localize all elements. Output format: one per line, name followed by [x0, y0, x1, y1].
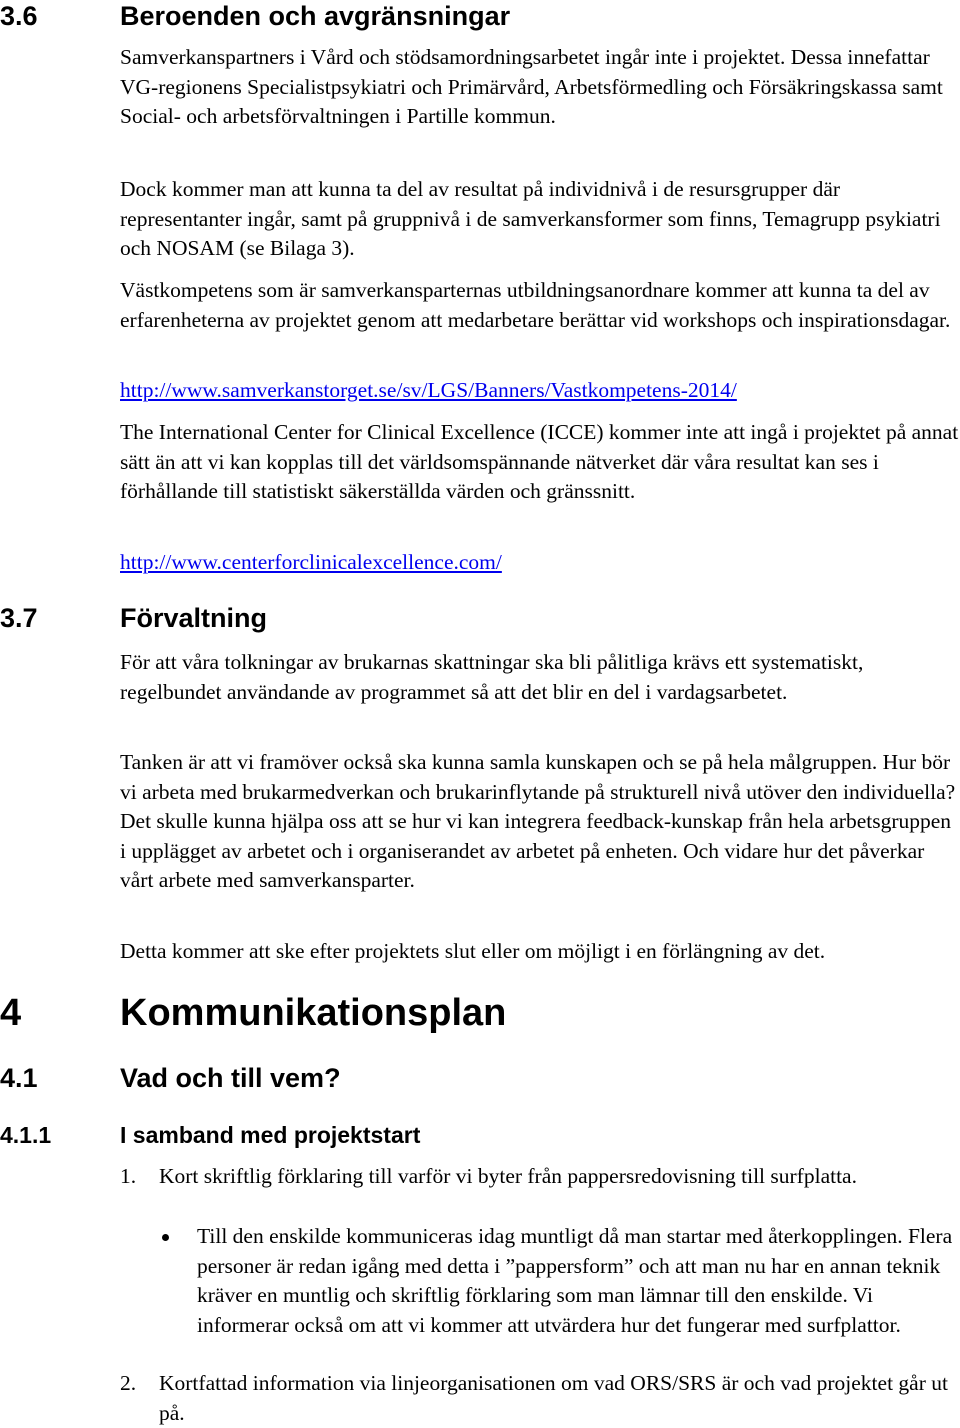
link-paragraph-icce	[120, 548, 960, 578]
paragraph-results: Dock kommer man att kunna ta del av resultat på individnivå i de resursgrupper där representanter ingår, samt på gruppnivå i de samverkansformer som finns, Temagrupp psykiatri och NOSAM (se Bilaga 3).	[120, 177, 941, 261]
list-marker: 1.	[120, 1164, 137, 1188]
paragraph-partners: Samverkanspartners i Vård och stödsamordningsarbetet ingår inte i projektet. Dessa innefattar VG-regionens Specialistpsykiatri och Primärvård, Arbetsförmedling och Försäkringskassa samt Social- och arbetsförvaltningen i Partille kommun.	[120, 45, 943, 129]
link-samverkanstorget[interactable]: http://www.samverkanstorget.se/sv/LGS/Banners/Vastkompetens-2014/	[120, 378, 737, 402]
bullet-item-text: Till den enskilde kommuniceras idag muntligt då man startar med återkopplingen. Flera personer är redan igång med detta i ”pappersform” och att man nu har en annan teknik kräver en muntlig och skriftlig förklaring som man lämnar till den enskilde. Vi informerar också om att vi kommer att utvärdera hur det fungerar med surfplattor.	[197, 1224, 953, 1337]
heading-number: 3.6	[0, 1, 38, 31]
bullet-icon	[162, 1234, 169, 1241]
list-item-text: Kortfattad information via linjeorganisationen om vad ORS/SRS är och vad projektet går ut på.	[159, 1371, 948, 1425]
heading-number: 4.1.1	[0, 1122, 52, 1148]
heading-number: 3.7	[0, 603, 38, 633]
link-paragraph-samverkanstorget	[120, 376, 960, 406]
list-marker: 2.	[120, 1371, 137, 1395]
paragraph-vastkompetens: Västkompetens som är samverkansparternas utbildningsanordnare kommer att kunna ta del av erfarenheterna av projektet genom att medarbetare berättar vid workshops och inspirationsdagar.	[120, 278, 951, 332]
paragraph-tolkningar: För att våra tolkningar av brukarnas skattningar ska bli pålitliga krävs ett systematiskt, regelbundet användande av programmet så att det blir en del i vardagsarbetet.	[120, 650, 864, 704]
paragraph-icce: The International Center for Clinical Excellence (ICCE) kommer inte att ingå i projektet på annat sätt än att vi kan kopplas till det världsomspännande nätverket där våra resultat kan ses i förhållande till statistiskt säkerställda värden och gränssnitt.	[120, 420, 959, 504]
heading-title: Vad och till vem?	[120, 1063, 341, 1093]
heading-title: I samband med projektstart	[120, 1122, 421, 1148]
paragraph-tanken: Tanken är att vi framöver också ska kunna samla kunskapen och se på hela målgruppen. Hur bör vi arbeta med brukarmedverkan och brukarinflytande på strukturell nivå utöver den individuella? Det skulle kunna hjälpa oss att se hur vi kan integrera feedback-kunskap från hela arbetsgruppen i upplägget av arbetet och i organiserandet av arbetet på enheten. Och vidare hur det påverkar vårt arbete med samverkansparter.	[120, 750, 956, 893]
heading-number: 4.1	[0, 1063, 38, 1093]
heading-number: 4	[0, 992, 22, 1034]
heading-title: Beroenden och avgränsningar	[120, 1, 511, 31]
list-item-text: Kort skriftlig förklaring till varför vi byter från pappersredovisning till surfplatta.	[159, 1164, 857, 1188]
link-centerforclinicalexcellence[interactable]: http://www.centerforclinicalexcellence.com/	[120, 550, 502, 574]
paragraph-detta: Detta kommer att ske efter projektets slut eller om möjligt i en förlängning av det.	[120, 939, 826, 963]
heading-title: Förvaltning	[120, 603, 267, 633]
heading-title: Kommunikationsplan	[120, 992, 507, 1034]
